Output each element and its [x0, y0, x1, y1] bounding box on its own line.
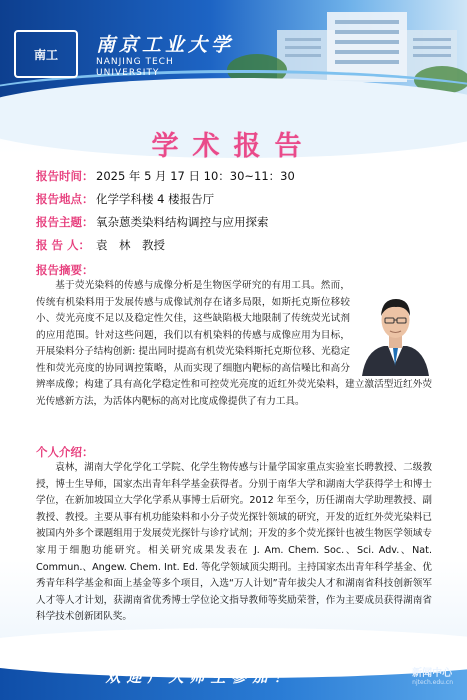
info-location-label: 报告地点： — [36, 192, 94, 206]
speaker-photo — [358, 286, 433, 376]
news-center-badge — [412, 664, 453, 686]
info-time — [36, 168, 295, 184]
news-center-label: 新闻中心 — [412, 668, 453, 679]
bio-section — [36, 460, 432, 626]
footer-slogan: 欢迎广大师生参加！ — [105, 668, 295, 686]
page-title: 学术报告 — [151, 131, 316, 162]
university-name-cn: 南京工业大学 — [96, 34, 235, 56]
info-speaker-value: 袁 林 教授 — [96, 238, 165, 252]
university-name-en-line1: NANJING TECH — [96, 57, 174, 67]
info-topic — [36, 214, 269, 230]
university-name-en-line2: UNIVERSITY — [96, 68, 160, 78]
news-center-url: njtech.edu.cn — [412, 679, 453, 686]
abstract-heading: 报告摘要： — [36, 263, 94, 277]
info-speaker-label: 报 告 人： — [36, 238, 91, 252]
university-logo: 南工 — [14, 30, 78, 78]
info-topic-value: 氧杂蒽类染料结构调控与应用探索 — [96, 215, 269, 229]
abstract-text: 基于荧光染料的传感与成像分析是生物医学研究的有用工具。然而，传统有机染料用于发展传感与成像试剂存在诸多局限，如斯托克斯位移较小、荧光亮度不足以及稳定性欠佳，这些缺陷极大地限制了传统荧光试剂的应用范围。针对这些问题，我们以有机染料的传感与成像应用为目标，开展染料分子结构创新: 提出同时提高有机荧光染料斯托克斯位移、光稳定性和荧光亮度的协同调控策略，从而实现了细胞内靶标的高信噪比和高分辨率成像；构建了具有高化学稳定性和可控荧光亮度的近红外荧光染料，建立激活型近红外荧光传感新方法，为活体内靶标的高对比度成像提供了有力工具。 — [36, 280, 432, 407]
info-location-value: 化学学科楼 4 楼报告厅 — [96, 192, 215, 206]
bio-text: 袁林，湖南大学化学化工学院、化学生物传感与计量学国家重点实验室长聘教授、二级教授，博士生导师，国家杰出青年科学基金获得者。分别于南华大学和湖南大学获得学士和博士学位，在新加坡国立大学化学系从事博士后研究。2012 年至今，历任湖南大学助理教授、副教授、教授。主要从事有机功能染料和小分子荧光探针领域的研究，开发的近红外荧光染料已被国内外多个课题组用于发展荧光探针与诊疗试剂；开发的多个荧光探针也被生物医学领域专家用于细胞功能研究。相关研究成果发表在 J. Am. Chem. Soc.、Sci. Adv.、Nat. Commun.、Angew. Chem. Int. Ed. 等化学领域顶尖期刊。主持国家杰出青年科学基金、优秀青年科学基金和面上基金等多个项目，入选“万人计划”青年拔尖人才和湖南省科技创新领军人才等人才计划，获湖南省优秀博士学位论文指导教师等奖励荣誉，作为主要成员获得湖南省科学技术创新团队奖。 — [36, 462, 432, 623]
bio-heading: 个人介绍： — [36, 445, 94, 459]
info-location — [36, 191, 214, 207]
info-speaker — [36, 237, 165, 253]
info-topic-label: 报告主题： — [36, 215, 94, 229]
info-time-label: 报告时间： — [36, 169, 94, 183]
info-time-value: 2025 年 5 月 17 日 10：30~11：30 — [96, 169, 295, 183]
